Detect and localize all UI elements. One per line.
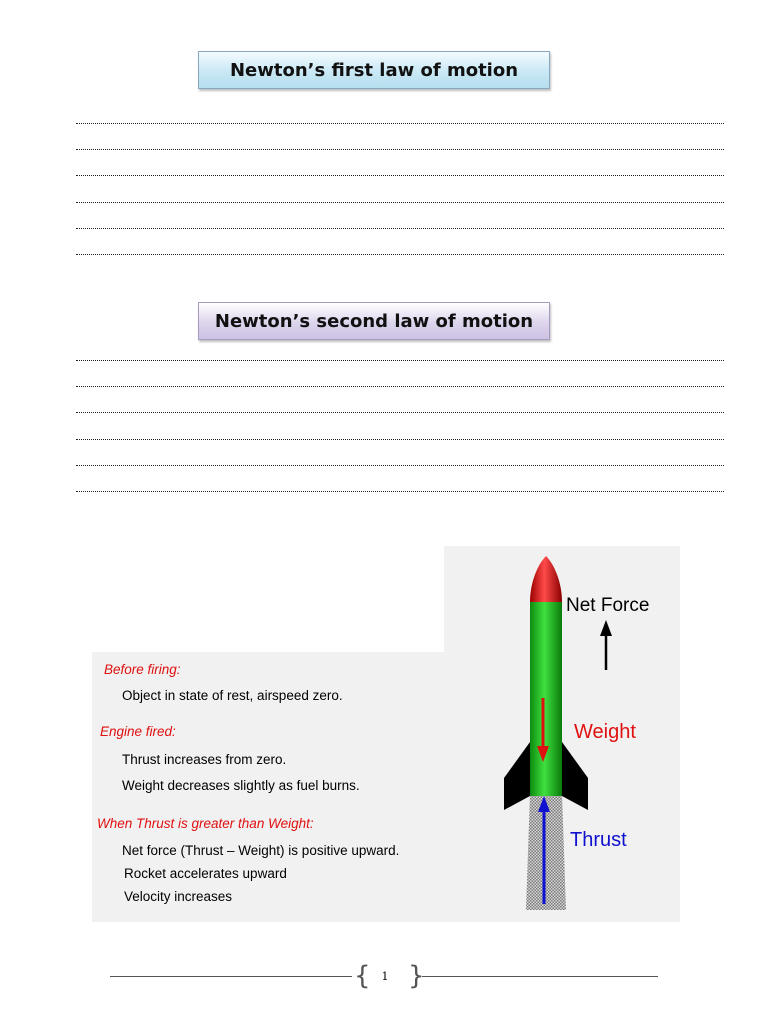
note-line: Rocket accelerates upward <box>124 866 287 881</box>
note-heading: Before firing: <box>104 662 181 677</box>
footer-rule-left <box>110 976 352 977</box>
writing-line <box>76 360 724 361</box>
writing-line <box>76 465 724 466</box>
writing-line <box>76 254 724 255</box>
writing-line <box>76 439 724 440</box>
writing-line <box>76 202 724 203</box>
note-line: Weight decreases slightly as fuel burns. <box>122 778 360 793</box>
weight-label: Weight <box>574 721 636 743</box>
note-line: Net force (Thrust – Weight) is positive upward. <box>122 843 400 858</box>
answer-lines-1 <box>76 123 724 280</box>
note-line: Thrust increases from zero. <box>122 752 287 767</box>
note-heading: When Thrust is greater than Weight: <box>97 816 314 831</box>
left-brace-icon: { <box>354 961 371 991</box>
section-1-title: Newton’s first law of motion <box>198 51 550 89</box>
writing-line <box>76 386 724 387</box>
note-line: Velocity increases <box>124 889 233 904</box>
rocket-forces-diagram <box>92 546 680 922</box>
rocket-body <box>530 602 562 796</box>
thrust-label: Thrust <box>570 829 627 851</box>
page-number: 1 <box>381 970 389 983</box>
writing-line <box>76 123 724 124</box>
rocket-notes-panel <box>92 652 447 922</box>
writing-line <box>76 491 724 492</box>
writing-line <box>76 175 724 176</box>
footer-rule-right <box>422 976 658 977</box>
answer-lines-2 <box>76 360 724 517</box>
note-heading: Engine fired: <box>100 724 176 739</box>
section-2-title: Newton’s second law of motion <box>198 302 550 340</box>
net-force-label: Net Force <box>566 595 650 616</box>
writing-line <box>76 412 724 413</box>
note-line: Object in state of rest, airspeed zero. <box>122 688 343 703</box>
right-brace-icon: } <box>408 961 425 991</box>
writing-line <box>76 228 724 229</box>
writing-line <box>76 149 724 150</box>
page-footer <box>110 962 658 992</box>
